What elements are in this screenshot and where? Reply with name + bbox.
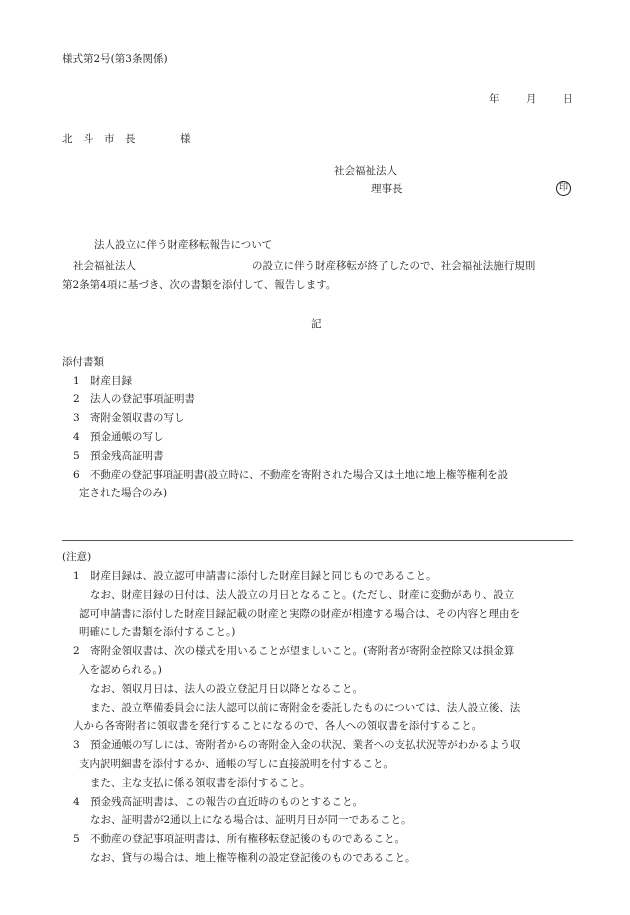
attachment-item-text: 寄附金領収書の写し [90, 412, 185, 424]
note-line: 2 寄附金領収書は、次の様式を用いることが望ましいこと。(寄附者が寄附金控除又は損金算 [73, 645, 515, 657]
note-line: 4 預金残高証明書は、この報告の直近時のものとすること。 [73, 796, 364, 808]
attachment-item-num: 6 [73, 469, 80, 481]
applicant-role-label: 理事長 [371, 183, 403, 195]
applicant-org-label: 社会福祉法人 [334, 165, 397, 177]
attachment-item-text: 法人の登記事項証明書 [90, 393, 195, 405]
attachment-item-text: 預金残高証明書 [90, 450, 164, 462]
addressee-name: 北 斗 市 長 [62, 133, 136, 145]
note-line: なお、領収月日は、法人の設立登記月日以降となること。 [90, 683, 363, 695]
note-line: 1 財産目録は、設立認可申請書に添付した財産目録と同じものであること。 [73, 570, 437, 582]
attachment-item-num: 4 [73, 431, 80, 443]
seal-mark: 印 [556, 181, 571, 196]
date-year-label: 年 [489, 93, 500, 105]
body-text-line2: 第2条第4項に基づき、次の書類を添付して、報告します。 [62, 279, 337, 291]
note-line: なお、財産目録の日付は、法人設立の月日となること。(ただし、財産に変動があり、設立 [90, 589, 515, 601]
note-line: 5 不動産の登記事項証明書は、所有権移転登記後のものであること。 [73, 833, 406, 845]
note-line: 認可申請書に添付した財産目録記載の財産と実際の財産が相違する場合は、その内容と理由を [79, 608, 520, 620]
attachment-item-text: 不動産の登記事項証明書(設立時に、不動産を寄附された場合又は土地に地上権等権利を設 [90, 469, 508, 481]
ki-heading: 記 [311, 318, 322, 330]
subject-line: 法人設立に伴う財産移転報告について [94, 239, 273, 251]
body-org-label: 社会福祉法人 [73, 260, 136, 272]
attachment-item-text: 財産目録 [90, 375, 132, 387]
date-month-label: 月 [526, 93, 537, 105]
note-line: なお、証明書が2通以上になる場合は、証明月日が同一であること。 [90, 814, 412, 826]
body-text-line1: の設立に伴う財産移転が終了したので、社会福祉法施行規則 [252, 260, 536, 272]
note-line: 人から各寄附者に領収書を発行することになるので、各人への領収書を添付すること。 [73, 720, 483, 732]
addressee-honorific: 様 [180, 133, 191, 145]
attachment-item-num: 3 [73, 412, 80, 424]
note-line: 明確にした書類を添付すること。) [79, 626, 236, 638]
attachment-item-text-cont: 定された場合のみ) [79, 487, 168, 499]
attachment-item-text: 預金通帳の写し [90, 431, 164, 443]
attachment-item-num: 5 [73, 450, 80, 462]
attachment-item-num: 1 [73, 375, 80, 387]
attachment-item-num: 2 [73, 393, 80, 405]
note-line: 支内訳明細書を添付するか、通帳の写しに直接説明を付すること。 [79, 758, 394, 770]
note-line: なお、貸与の場合は、地上権等権利の設定登記後のものであること。 [90, 852, 416, 864]
note-line: 3 預金通帳の写しには、寄附者からの寄附金入金の状況、業者への支払状況等がわかるよう収 [73, 739, 521, 751]
notes-heading: (注意) [62, 551, 92, 563]
form-label: 様式第2号(第3条関係) [62, 53, 168, 65]
date-day-label: 日 [563, 93, 573, 105]
attachments-heading: 添付書類 [62, 356, 104, 368]
note-line: また、設立準備委員会に法人認可以前に寄附金を委託したものについては、法人設立後、法 [90, 702, 521, 714]
note-line: また、主な支払に係る領収書を添付すること。 [90, 777, 311, 789]
divider-line [62, 540, 573, 541]
note-line: 入を認められる。) [79, 664, 162, 676]
